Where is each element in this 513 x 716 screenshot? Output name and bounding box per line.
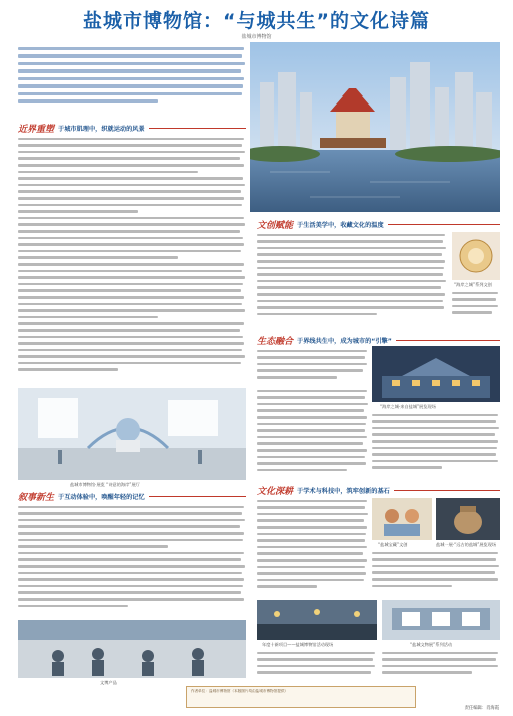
section-subtitle: 于互动体验中，唤醒年轻的记忆 (58, 494, 145, 501)
section-head-5 (257, 484, 500, 497)
closing-body-left (257, 650, 377, 682)
caption-seal: “海岸之城”系列文创 (454, 282, 492, 287)
section-4-body (257, 388, 369, 478)
lead-paragraph (18, 46, 246, 112)
caption-hall: 盐城市博物馆·展览 “诗意的海岸”展厅 (70, 482, 140, 487)
section-badge: 生态融合 (257, 337, 294, 347)
souvenir-illustration (452, 232, 500, 280)
section-3-body (18, 504, 246, 616)
section-5-body (257, 498, 369, 596)
section-4-body-left (257, 348, 369, 384)
section-subtitle: 于界线共生中，成为城市的“引擎” (297, 338, 392, 345)
section-head-1 (18, 122, 246, 135)
section-rule (149, 496, 246, 497)
section-rule (394, 490, 500, 491)
section-rule (396, 340, 500, 341)
hero-illustration (250, 42, 500, 212)
section-head-2 (257, 218, 500, 231)
hall-illustration (18, 388, 246, 480)
bottom-photo-left (257, 600, 377, 640)
section-2-body (257, 232, 447, 322)
caption-event-mid: 盐城一展·“远古的盐城”展览现场 (436, 542, 497, 547)
section-5-body-right (372, 550, 500, 596)
closing-body-right (382, 650, 500, 682)
editor-credit: 责任编辑：肖海霞 (464, 706, 499, 711)
artifact-illustration (436, 498, 500, 540)
section-2-body-right (452, 290, 500, 322)
page-title: 盐城市博物馆：“与城共生”的文化诗篇 (83, 10, 430, 32)
exhibition-hall-photo (18, 388, 246, 480)
museum-night-photo (372, 346, 500, 402)
souvenir-photo (452, 232, 500, 280)
caption-kids: “盐城宝藏”文创 (378, 542, 408, 547)
footer-note-text: 作者单位：盐城市博物馆（本版图片均由盐城市博物馆提供） (191, 689, 289, 693)
section-badge: 文化深耕 (257, 487, 294, 497)
section-subtitle: 于城市肌理中，织就运动的风景 (58, 126, 145, 133)
section-rule (149, 128, 246, 129)
event-illustration (18, 620, 246, 678)
section-subtitle: 于学术与科技中，筑牢创新的基石 (297, 488, 390, 495)
bottom-left-illustration (257, 600, 377, 640)
byline: 盐城市博物馆 (241, 34, 272, 40)
footer-note (186, 686, 416, 708)
caption-museum-night: “海岸之城·来自盐城”展览现场 (380, 404, 436, 409)
night-illustration (372, 346, 500, 402)
section-1-body (18, 136, 246, 384)
kids-illustration (372, 498, 432, 540)
caption-event-left: 文博产品 (100, 680, 117, 685)
event-photo-left (18, 620, 246, 678)
section-head-3 (18, 490, 246, 503)
bottom-photo-right (382, 600, 500, 640)
kids-photo (372, 498, 432, 540)
bottom-right-illustration (382, 600, 500, 640)
section-4-body-right (372, 412, 500, 478)
section-rule (388, 224, 500, 225)
section-subtitle: 于生活美学中，收藏文化的温度 (297, 222, 384, 229)
section-badge: 文创赋能 (257, 221, 294, 231)
section-badge: 近界重塑 (18, 125, 55, 135)
caption-bottom-right: “盐城文物展”系列活动 (410, 642, 453, 647)
section-badge: 叙事新生 (18, 493, 55, 503)
hero-photo (250, 42, 500, 212)
artifact-photo (436, 498, 500, 540)
caption-bottom-left: 年度十新项目——盐城博物馆活动现场 (262, 642, 334, 647)
